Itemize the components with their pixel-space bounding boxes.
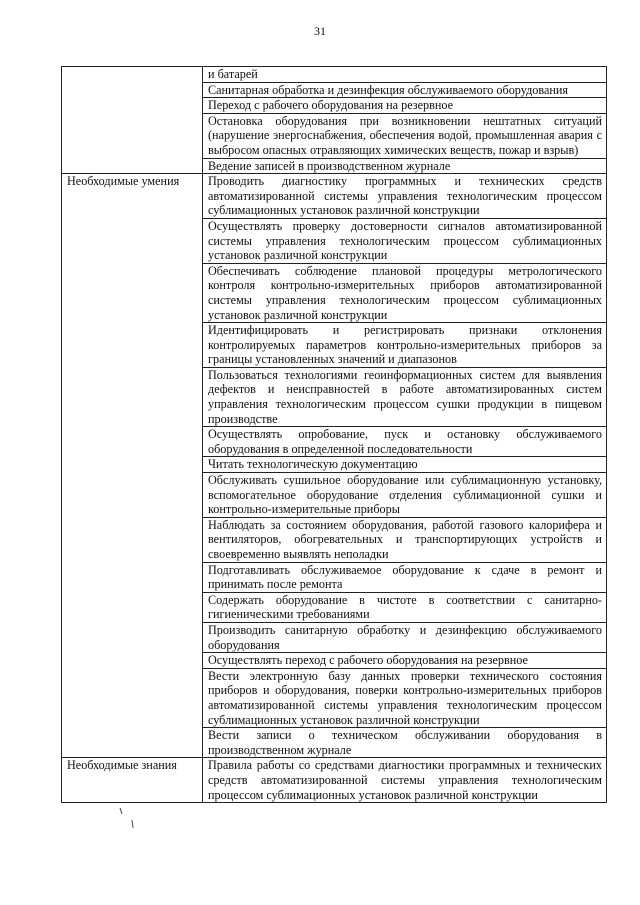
table-cell-item: Санитарная обработка и дезинфекция обслуживаемого оборудования [203,82,607,98]
table-cell-item: Переход с рабочего оборудования на резервное [203,98,607,114]
table-cell-item: Обеспечивать соблюдение плановой процедуры метрологического контроля контрольно-измерительных приборов автоматизированной системы управления технологическим процессом сублимационных установок различной конструкции [203,263,607,322]
competency-table [61,66,607,803]
table-cell-item: Обслуживать сушильное оборудование или сублимационную установку, вспомогательное оборудование отделения сублимационной сушки и контрольно-измерительные приборы [203,473,607,518]
table-cell-item: Производить санитарную обработку и дезинфекцию обслуживаемого оборудования [203,622,607,652]
table-cell-item: Подготавливать обслуживаемое оборудование к сдаче в ремонт и принимать после ремонта [203,562,607,592]
table-cell-item: Остановка оборудования при возникновении нештатных ситуаций (нарушение энергоснабжения, обеспечения водой, промышленная авария с выбросом опасных отравляющих химических веществ, пожар и взрыв) [203,113,607,158]
table-cell-item: Вести электронную базу данных проверки технического состояния приборов и оборудования, поверки контрольно-измерительных приборов автоматизированной системы управления технологическим процессом сублимационных установок различной конструкции [203,668,607,727]
section-label [62,67,203,174]
table-cell-item: Вести записи о техническом обслуживании оборудования в производственном журнале [203,728,607,758]
table-cell-item: Осуществлять проверку достоверности сигналов автоматизированной системы управления технологическим процессом сублимационных установок различной конструкции [203,218,607,263]
competency-table-body [62,67,607,803]
table-cell-item: Наблюдать за состоянием оборудования, работой газового калорифера и вентиляторов, обогревательных и транспортирующих устройств и своевременно выявлять неполадки [203,517,607,562]
table-cell-item: Читать технологическую документацию [203,457,607,473]
table-cell-item: Проводить диагностику программных и технических средств автоматизированной системы управления технологическим процессом сублимационных установок различной конструкции [203,174,607,219]
table-cell-item: и батарей [203,67,607,83]
table-cell-item: Пользоваться технологиями геоинформационных систем для выявления дефектов и неисправностей в работе автоматизированных систем управления технологическим процессом сушки продукции в пищевом производстве [203,367,607,426]
table-cell-item: Идентифицировать и регистрировать признаки отклонения контролируемых параметров контрольно-измерительных приборов за границы установленных значений и диапазонов [203,323,607,368]
table-row [62,758,607,803]
table-cell-item: Правила работы со средствами диагностики программных и технических средств автоматизированной системы управления технологическим процессом сублимационных установок различной конструкции [203,758,607,803]
table-row [62,174,607,219]
table-row [62,67,607,83]
table-cell-item: Содержать оборудование в чистоте в соответствии с санитарно-гигиеническими требованиями [203,592,607,622]
section-label: Необходимые знания [62,758,203,803]
page-number: 31 [314,24,326,38]
scan-marks [118,806,138,839]
table-cell-item: Осуществлять переход с рабочего оборудования на резервное [203,653,607,669]
table-cell-item: Осуществлять опробование, пуск и остановку обслуживаемого оборудования в определенной последовательности [203,427,607,457]
scan-mark-graphic [118,806,138,836]
section-label: Необходимые умения [62,174,203,758]
table-cell-item: Ведение записей в производственном журнале [203,158,607,174]
